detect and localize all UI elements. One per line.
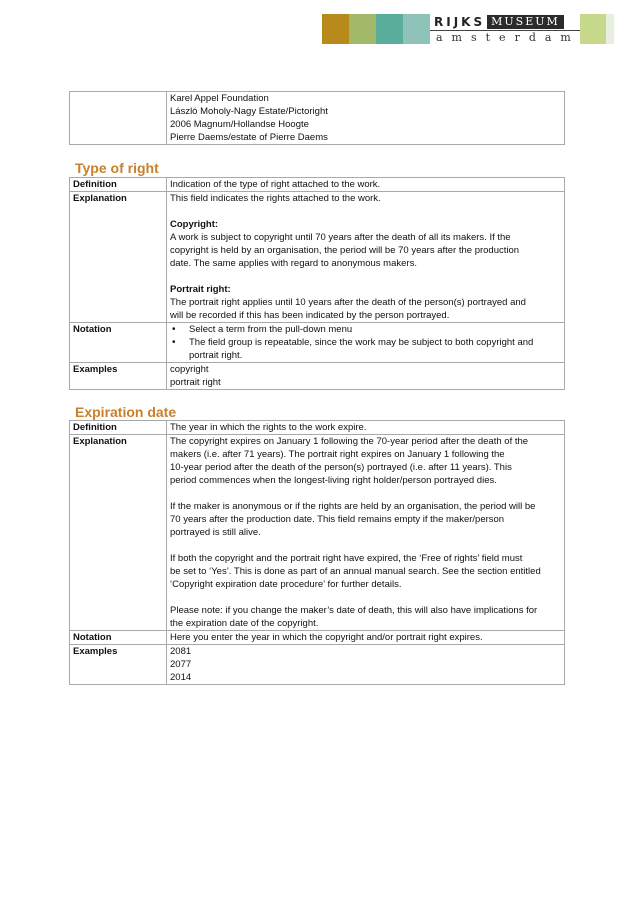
- copyright-line: copyright is held by an organisation, the period will be 70 years after the production: [170, 245, 520, 256]
- paragraph-line: Please note: if you change the maker’s date of death, this will also have implications for: [170, 605, 538, 616]
- examples-cell: [167, 363, 565, 390]
- definition-text: Indication of the type of right attached to the work.: [167, 178, 565, 192]
- value-cell: [167, 92, 565, 145]
- logo-swatch-teal: [376, 14, 403, 44]
- paragraph-line: 10-year period after the death of the person(s) portrayed (i.e. after 11 years). This: [170, 462, 512, 473]
- expiration-date-table: [69, 420, 565, 685]
- table-row: [70, 645, 565, 685]
- explanation-intro: This field indicates the rights attached to the work.: [170, 193, 381, 204]
- list-item: portrait right: [170, 377, 221, 388]
- notation-list: [170, 323, 561, 362]
- table-row: [70, 363, 565, 390]
- logo-swatch-lime: [580, 14, 606, 44]
- continuation-table: [69, 91, 565, 145]
- list-item: • Select a term from the pull-down menu: [170, 323, 561, 336]
- notation-text: Here you enter the year in which the copyright and/or portrait right expires.: [167, 631, 565, 645]
- notation-label: Notation: [70, 323, 167, 363]
- paragraph-line: makers (i.e. after 71 years). The portrait right expires on January 1 following the: [170, 449, 505, 460]
- portrait-line: The portrait right applies until 10 years after the death of the person(s) portrayed and: [170, 297, 526, 308]
- paragraph-line: The copyright expires on January 1 following the 70-year period after the death of the: [170, 436, 529, 447]
- empty-label-cell: [70, 92, 167, 145]
- paragraph-line: the expiration date of the copyright.: [170, 618, 319, 629]
- paragraph-line: portrayed is still alive.: [170, 527, 261, 538]
- definition-text: The year in which the rights to the work expire.: [167, 421, 565, 435]
- notation-label: Notation: [70, 631, 167, 645]
- examples-cell: [167, 645, 565, 685]
- logo-swatch-mint: [403, 14, 430, 44]
- section-heading-expiration-date: Expiration date: [75, 404, 177, 420]
- portrait-line: will be recorded if this has been indicated by the person portrayed.: [170, 310, 450, 321]
- portrait-subtitle: Portrait right:: [170, 284, 231, 295]
- examples-label: Examples: [70, 363, 167, 390]
- table-row: [70, 178, 565, 192]
- type-of-right-table: [69, 177, 565, 390]
- explanation-cell: [167, 192, 565, 323]
- logo-amsterdam-text: amsterdam: [430, 30, 580, 44]
- logo-museum-text: MUSEUM: [487, 15, 564, 29]
- examples-label: Examples: [70, 645, 167, 685]
- rijksmuseum-logo: [322, 14, 614, 44]
- table-row: [70, 631, 565, 645]
- definition-label: Definition: [70, 178, 167, 192]
- list-item: Karel Appel Foundation: [170, 93, 269, 104]
- definition-label: Definition: [70, 421, 167, 435]
- list-item: Pierre Daems/estate of Pierre Daems: [170, 132, 328, 143]
- table-row: [70, 421, 565, 435]
- copyright-line: A work is subject to copyright until 70 years after the death of all its makers. If the: [170, 232, 511, 243]
- list-item: copyright: [170, 364, 209, 375]
- list-item: László Moholy-Nagy Estate/Pictoright: [170, 106, 328, 117]
- logo-rijks-text: RIJKS: [434, 15, 486, 29]
- explanation-label: Explanation: [70, 435, 167, 631]
- copyright-subtitle: Copyright:: [170, 219, 219, 230]
- paragraph-line: be set to ‘Yes’. This is done as part of an annual manual search. See the section entitled: [170, 566, 541, 577]
- logo-wordmark: [430, 14, 580, 44]
- list-item: 2081: [170, 646, 192, 657]
- paragraph-line: ‘Copyright expiration date procedure’ for further details.: [170, 579, 402, 590]
- logo-swatch-pale: [606, 14, 614, 44]
- notation-cell: [167, 323, 565, 363]
- table-row: [70, 323, 565, 363]
- paragraph-line: If the maker is anonymous or if the rights are held by an organisation, the period will be: [170, 501, 536, 512]
- list-item: 2014: [170, 672, 192, 683]
- explanation-cell: [167, 435, 565, 631]
- list-item: 2077: [170, 659, 192, 670]
- list-item: 2006 Magnum/Hollandse Hoogte: [170, 119, 309, 130]
- copyright-line: date. The same applies with regard to anonymous makers.: [170, 258, 417, 269]
- logo-swatch-olive: [349, 14, 376, 44]
- paragraph-line: 70 years after the production date. This field remains empty if the maker/person: [170, 514, 505, 525]
- paragraph-line: If both the copyright and the portrait right have expired, the ‘Free of rights’ field must: [170, 553, 523, 564]
- table-row: [70, 192, 565, 323]
- list-item: • The field group is repeatable, since the work may be subject to both copyright and portrait right.: [170, 336, 561, 362]
- logo-swatch-ochre: [322, 14, 349, 44]
- section-heading-type-of-right: Type of right: [75, 160, 159, 176]
- table-row: [70, 435, 565, 631]
- table-row: [70, 92, 565, 145]
- explanation-label: Explanation: [70, 192, 167, 323]
- paragraph-line: period commences when the longest-living right holder/person portrayed dies.: [170, 475, 497, 486]
